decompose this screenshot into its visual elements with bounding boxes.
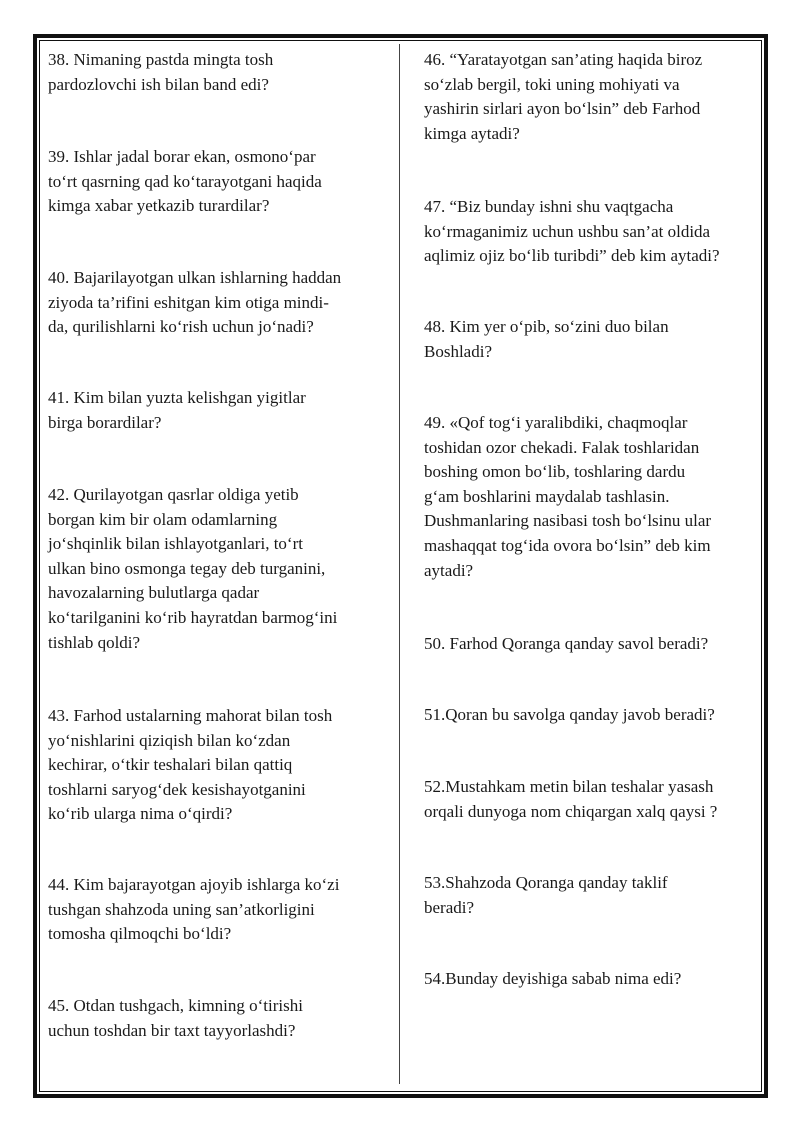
question-50: 50. Farhod Qoranga qanday savol beradi? <box>424 634 709 653</box>
question-42: 42. Qurilayotgan qasrlar oldiga yetib borgan kim bir olam odamlarning jo‘shqinlik bilan ishlayotganlari, to‘rt ulkan bino osmonga tegay deb turganini, havozalarning bulutlarga qadar ko‘tarilganini ko‘rib hayratdan barmog‘ini tishlab qoldi? <box>48 485 338 652</box>
question-54: 54.Bunday deyishiga sabab nima edi? <box>424 969 682 988</box>
question-39: 39. Ishlar jadal borar ekan, osmono‘par to‘rt qasrning qad ko‘tarayotgani haqida kimga xabar yetkazib turardilar? <box>48 147 322 216</box>
question-51: 51.Qoran bu savolga qanday javob beradi? <box>424 705 715 724</box>
question-41: 41. Kim bilan yuzta kelishgan yigitlar birga borardilar? <box>48 388 306 432</box>
question-47: 47. “Biz bunday ishni shu vaqtgacha ko‘rmaganimiz uchun ushbu san’at oldida aqlimiz ojiz bo‘lib turibdi” deb kim aytadi? <box>424 197 720 266</box>
question-43: 43. Farhod ustalarning mahorat bilan tosh yo‘nishlarini qiziqish bilan ko‘zdan kechirar, o‘tkir teshalari bilan qattiq toshlarni saryog‘dek kesishayotganini ko‘rib ularga nima o‘qirdi? <box>48 706 333 824</box>
question-52: 52.Mustahkam metin bilan teshalar yasash orqali dunyoga nom chiqargan xalq qaysi ? <box>424 777 718 821</box>
question-49: 49. «Qof tog‘i yaralibdiki, chaqmoqlar toshidan ozor chekadi. Falak toshlaridan boshing omon bo‘lib, toshlaring dardu g‘am boshlarini maydalab tashlasin. Dushmanlaring nasibasi tosh bo‘lsinu ular mashaqqat tog‘ida ovora bo‘lsin” deb kim aytadi? <box>424 413 712 580</box>
question-40: 40. Bajarilayotgan ulkan ishlarning haddan ziyoda ta’rifini eshitgan kim otiga mindi- da, qurilishlarni ko‘rish uchun jo‘nadi? <box>48 268 342 337</box>
column-divider <box>399 44 400 1084</box>
question-48: 48. Kim yer o‘pib, so‘zini duo bilan Boshladi? <box>424 317 669 361</box>
question-38: 38. Nimaning pastda mingta tosh pardozlovchi ish bilan band edi? <box>48 50 274 94</box>
question-44: 44. Kim bajarayotgan ajoyib ishlarga ko‘zi tushgan shahzoda uning san’atkorligini tomosha qilmoqchi bo‘ldi? <box>48 875 340 944</box>
question-53: 53.Shahzoda Qoranga qanday taklif beradi? <box>424 873 668 917</box>
question-45: 45. Otdan tushgach, kimning o‘tirishi uchun toshdan bir taxt tayyorlashdi? <box>48 996 303 1040</box>
question-46: 46. “Yaratayotgan san’ating haqida biroz so‘zlab bergil, toki uning mohiyati va yashirin sirlari ayon bo‘lsin” deb Farhod kimga aytadi? <box>424 50 703 143</box>
